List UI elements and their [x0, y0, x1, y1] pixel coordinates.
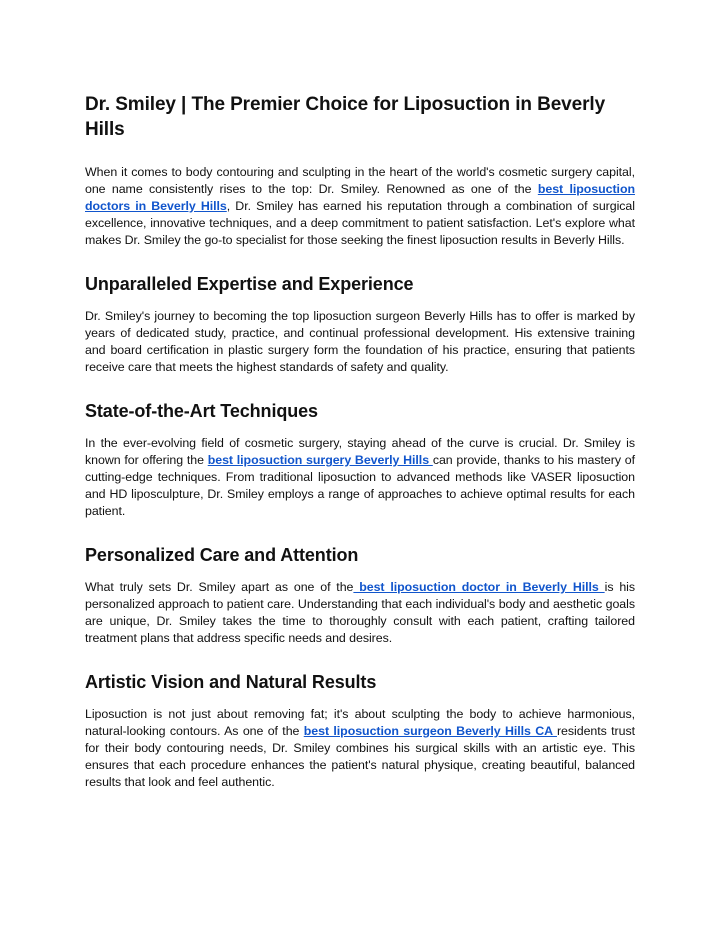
personalized-care-paragraph — [85, 579, 635, 647]
techniques-text-end: can provide, thanks to his mastery of cutting-edge techniques. From traditional liposuction to advanced methods like VASER liposuction and HD liposculpture, Dr. Smiley employs a range of approaches to achieve optimal results for each patient. — [85, 453, 635, 518]
expertise-paragraph: Dr. Smiley's journey to becoming the top liposuction surgeon Beverly Hills has to offer is marked by years of dedicated study, practice, and continual professional development. His extensive training and board certification in plastic surgery form the foundation of his practice, ensuring that patients receive care that meets the highest standards of safety and quality. — [85, 309, 635, 374]
best-liposuction-doctors-link[interactable]: best liposuction doctors in Beverly Hills — [85, 182, 635, 213]
intro-paragraph — [85, 164, 635, 249]
vision-text-end: residents trust for their body contouring needs, Dr. Smiley combines his surgical skills with an artistic eye. This ensures that each procedure enhances the patient's natural physique, creating beautiful, balanced results that look and feel authentic. — [85, 724, 636, 789]
heading-artistic-vision: Artistic Vision and Natural Results — [85, 672, 377, 692]
heading-techniques: State-of-the-Art Techniques — [85, 401, 318, 421]
document-page — [85, 92, 635, 814]
intro-text-start: When it comes to body contouring and sculpting in the heart of the world's cosmetic surgery capital, one name consistently rises to the top: Dr. Smiley. Renowned as one of the — [85, 165, 635, 196]
best-liposuction-surgeon-link[interactable]: best liposuction surgeon Beverly Hills CA — [303, 724, 557, 738]
page-title: Dr. Smiley | The Premier Choice for Liposuction in Beverly Hills — [85, 94, 606, 140]
care-text-end: is his personalized approach to patient care. Understanding that each individual's body and aesthetic goals are unique, Dr. Smiley takes the time to thoroughly consult with each patient, crafting tailored treatment plans that address specific needs and desires. — [85, 580, 636, 645]
artistic-vision-paragraph — [85, 706, 635, 791]
care-text-start: What truly sets Dr. Smiley apart as one of the — [85, 580, 354, 594]
best-liposuction-doctor-link[interactable]: best liposuction doctor in Beverly Hills — [353, 580, 605, 594]
heading-personalized-care: Personalized Care and Attention — [85, 545, 359, 565]
vision-text-start: Liposuction is not just about removing fat; it's about sculpting the body to achieve harmonious, natural-looking contours. As one of the — [85, 707, 635, 738]
intro-text-end: , Dr. Smiley has earned his reputation through a combination of surgical excellence, innovative techniques, and a deep commitment to patient satisfaction. Let's explore what makes Dr. Smiley the go-to specialist for those seeking the finest liposuction results in Beverly Hills. — [85, 199, 635, 247]
best-liposuction-surgery-link[interactable]: best liposuction surgery Beverly Hills — [207, 453, 433, 467]
techniques-paragraph — [85, 435, 635, 520]
techniques-text-start: In the ever-evolving field of cosmetic surgery, staying ahead of the curve is crucial. Dr. Smiley is known for offering the — [85, 436, 635, 467]
heading-expertise: Unparalleled Expertise and Experience — [85, 274, 414, 294]
